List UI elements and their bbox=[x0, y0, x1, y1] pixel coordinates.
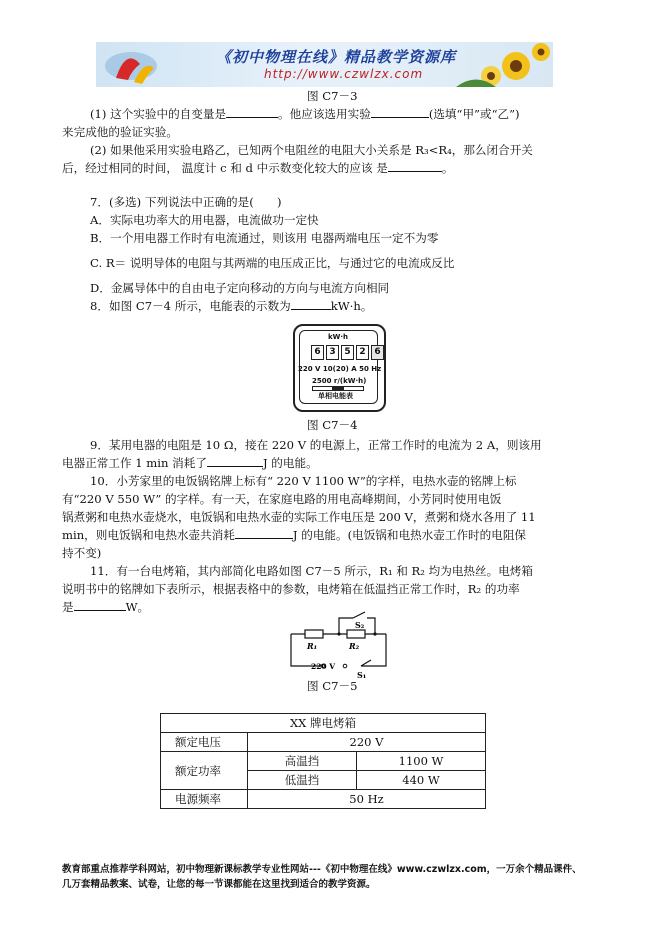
q7-stem: 7．(多选) 下列说法中正确的是( ) bbox=[90, 195, 282, 209]
q10-line-1: 10．小芳家里的电饭锅铭牌上标有“ 220 V 1100 W”的字样，电热水壶的铭牌上标 bbox=[90, 474, 517, 488]
q11-text-b: 均为电热丝。电烤箱 bbox=[428, 564, 533, 578]
q7-option-a: A．实际电功率大的用电器，电流做功一定快 bbox=[90, 213, 319, 227]
q11-text: 11．有一台电烤箱，其内部简化电路如图 C7－5 所示， bbox=[90, 564, 380, 578]
q9-line-1: 9．某用电器的电阻是 10 Ω，接在 220 V 的电源上，正常工作时的电流为 2 A，则该用 bbox=[90, 438, 542, 452]
q6-resistance-relation: R₃<R₄ bbox=[415, 143, 452, 157]
q10-text: min，则电饭锅和电热水壶共消耗 bbox=[62, 528, 235, 542]
q11-resistors: R₁ 和 R₂ bbox=[379, 564, 425, 578]
oven-spec-table bbox=[160, 713, 486, 809]
cell-rated-power-label: 额定功率 bbox=[161, 752, 248, 790]
cell-high-label: 高温挡 bbox=[248, 752, 357, 771]
q11-text-d: 的功率 bbox=[484, 582, 520, 596]
label-s1: S₁ bbox=[357, 670, 367, 680]
q11-line-1 bbox=[90, 563, 533, 579]
q7-option-d: D．金属导体中的自由电子定向移动的方向与电流方向相同 bbox=[90, 281, 390, 295]
circuit-junction bbox=[373, 632, 376, 635]
banner-url[interactable]: http://www.czwlzx.com bbox=[264, 67, 424, 81]
cell-rated-voltage-label: 额定电压 bbox=[161, 733, 248, 752]
figure-caption-c7-4: 图 C7－4 bbox=[307, 418, 358, 432]
meter-spec: 220 V 10(20) A 50 Hz bbox=[298, 365, 382, 373]
label-r1: R₁ bbox=[307, 641, 318, 651]
q8-line bbox=[90, 298, 372, 314]
cell-low-label: 低温挡 bbox=[248, 771, 357, 790]
header-banner bbox=[96, 42, 553, 87]
q10-line-4 bbox=[62, 527, 526, 543]
table-row bbox=[161, 752, 486, 771]
q8-text: 8．如图 C7－4 所示，电能表的示数为 bbox=[90, 299, 291, 313]
q6-line-1 bbox=[90, 106, 520, 122]
circuit-diagram bbox=[285, 608, 395, 683]
figure-caption-c7-5: 图 C7－5 bbox=[307, 679, 358, 693]
banner-title: 《初中物理在线》精品教学资源库 bbox=[216, 48, 457, 66]
q9-text: 电器正常工作 1 min 消耗了 bbox=[62, 456, 207, 470]
meter-rate: 2500 r/(kW·h) bbox=[312, 377, 367, 385]
q10-text-b: J 的电能。(电饭锅和电热水壶工作时的电阻保 bbox=[292, 528, 527, 542]
table-title: XX 牌电烤箱 bbox=[161, 714, 486, 733]
meter-digit: 3 bbox=[326, 345, 339, 360]
footer-line-1: 教育部重点推荐学科网站，初中物理新课标教学专业性网站---《初中物理在线》www.czwlzx.com，一万余个精品课件、 bbox=[62, 864, 582, 875]
q11-r2: R₂ bbox=[467, 582, 482, 596]
q9-line-2 bbox=[62, 455, 318, 471]
q8-answer-blank[interactable] bbox=[291, 298, 331, 310]
figure-caption-c7-3: 图 C7－3 bbox=[307, 89, 358, 103]
meter-digit: 5 bbox=[341, 345, 354, 360]
q8-unit: kW·h。 bbox=[330, 299, 373, 313]
meter-unit: kW·h bbox=[328, 333, 349, 341]
q6-answer-blank-1[interactable] bbox=[226, 106, 278, 118]
circuit-junction bbox=[337, 632, 340, 635]
q6-answer-blank-3[interactable] bbox=[388, 160, 442, 172]
q6-line-4 bbox=[62, 160, 453, 176]
label-r2: R₂ bbox=[349, 641, 360, 651]
label-source: 220 V bbox=[311, 662, 336, 671]
meter-digit-decimal: 6 bbox=[371, 345, 384, 360]
cell-high-value: 1100 W bbox=[357, 752, 486, 771]
cell-freq-label: 电源频率 bbox=[161, 790, 248, 809]
q11-line-3 bbox=[62, 599, 149, 615]
label-s2: S₂ bbox=[355, 620, 365, 630]
table-row bbox=[161, 733, 486, 752]
table-row bbox=[161, 790, 486, 809]
meter-name: 单相电能表 bbox=[318, 392, 353, 400]
cell-low-value: 440 W bbox=[357, 771, 486, 790]
q10-answer-blank[interactable] bbox=[235, 527, 293, 539]
q11-answer-blank[interactable] bbox=[74, 599, 126, 611]
q6-part2-text: (2) 如果他采用实验电路乙，已知两个电阻丝的电阻大小关系是 bbox=[90, 143, 412, 157]
q6-part1-text-b: 。他应该选用实验 bbox=[278, 107, 371, 121]
q6-line-2: 来完成他的验证实验。 bbox=[62, 125, 178, 139]
q6-part1-text-c: (选填“甲”或“乙”) bbox=[428, 107, 520, 121]
footer-line-2: 几万套精品教案、试卷，让您的每一节课都能在这里找到适合的教学资源。 bbox=[62, 879, 376, 890]
q11-text-e: 是 bbox=[62, 600, 74, 614]
meter-digit: 2 bbox=[356, 345, 369, 360]
meter-digit: 6 bbox=[311, 345, 324, 360]
q6-period: 。 bbox=[441, 161, 454, 175]
q10-line-2: 有“220 V 550 W” 的字样。有一天，在家庭电路的用电高峰期间，小芳同时使用电饭 bbox=[62, 492, 502, 506]
meter-digit-row bbox=[311, 345, 384, 360]
q6-part2-text-b: ，那么闭合开关 bbox=[451, 143, 533, 157]
q6-line-3 bbox=[90, 142, 533, 158]
source-terminal bbox=[343, 664, 347, 668]
q9-unit: J 的电能。 bbox=[262, 456, 318, 470]
q9-answer-blank[interactable] bbox=[207, 455, 263, 467]
q11-unit: W。 bbox=[125, 600, 150, 614]
energy-meter-face bbox=[298, 330, 382, 404]
page-footer bbox=[62, 862, 582, 892]
cell-rated-voltage: 220 V bbox=[248, 733, 486, 752]
table-row bbox=[161, 714, 486, 733]
q6-part2-text-c: 后，经过相同的时间， 温度计 c 和 d 中示数变化较大的应该 是 bbox=[62, 161, 388, 175]
q11-text-c: 说明书中的铭牌如下表所示，根据表格中的参数，电烤箱在低温挡正常工作时， bbox=[62, 582, 468, 596]
q10-line-5: 持不变) bbox=[62, 546, 102, 560]
q10-line-3: 锅煮粥和电热水壶烧水，电饭锅和电热水壶的实际工作电压是 200 V，煮粥和烧水各用了 11 bbox=[62, 510, 536, 524]
energy-meter-figure bbox=[293, 324, 386, 412]
cell-freq-value: 50 Hz bbox=[248, 790, 486, 809]
q7-option-b: B．一个用电器工作时有电流通过，则该用 电器两端电压一定不为零 bbox=[90, 231, 439, 245]
q6-part1-text: (1) 这个实验中的自变量是 bbox=[90, 107, 227, 121]
q6-answer-blank-2[interactable] bbox=[371, 106, 429, 118]
q11-line-2 bbox=[62, 581, 520, 597]
q7-option-c: C. R＝ 说明导体的电阻与其两端的电压成正比，与通过它的电流成反比 bbox=[90, 256, 455, 270]
